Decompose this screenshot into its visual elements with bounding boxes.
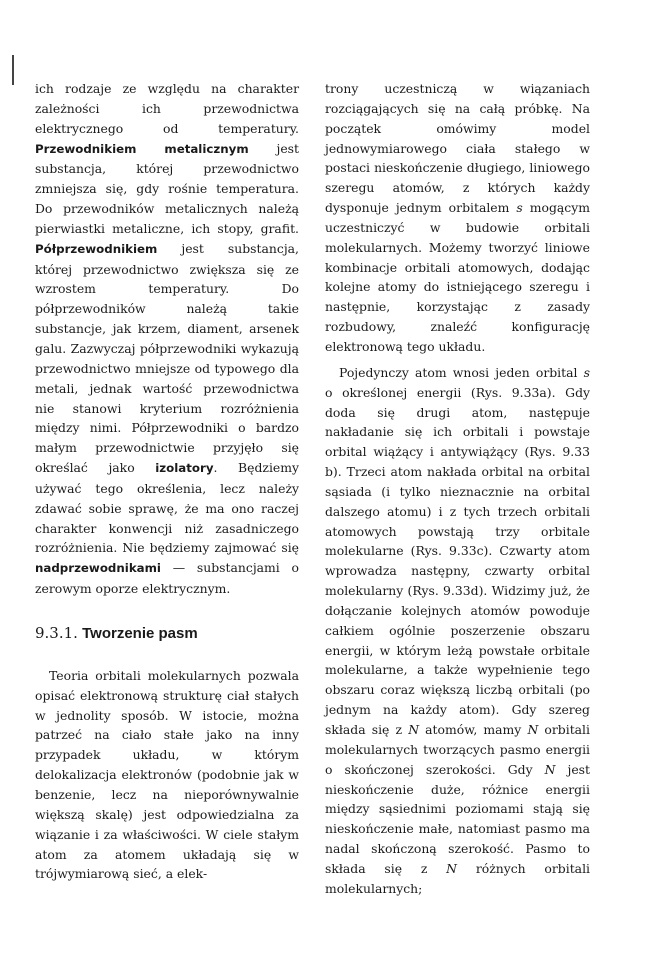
text-run: trony uczestniczą w wiązaniach rozciągających się na całą próbkę. Na początek omówimy model jednowymiarowego ciała stałego w postaci nieskończenie długiego, liniowego szeregu atomów, z których każdy dysponuje jednym orbitalem	[325, 81, 590, 216]
text-run: różnych orbitali molekularnych;	[325, 860, 590, 896]
text-run: — substancjami o zerowym oporze elektrycznym.	[35, 560, 299, 597]
paragraph-1d-model	[325, 79, 590, 357]
paragraph-conductors	[35, 79, 299, 599]
math-symbol: N	[408, 722, 420, 737]
math-symbol: N	[446, 860, 458, 876]
text-run: mogącym uczestniczyć w budowie orbitali molekularnych. Możemy tworzyć liniowe kombinacje orbitali atomowych, dodając kolejne atomy do istniejącego szeregu i następnie, korzystając z zasady rozbudowy, znaleźć konfigurację elektronową tego układu.	[325, 200, 590, 354]
left-column	[35, 79, 299, 884]
key-term: Półprzewodnikiem	[35, 241, 158, 256]
text-run: ich rodzaje ze względu na charakter zależności ich przewodnictwa elektrycznego od temperatury.	[35, 81, 299, 136]
math-symbol: N	[544, 761, 556, 777]
text-run: jest substancja, której przewodnictwo zwiększa się ze wzrostem temperatury. Do półprzewodników należą takie substancje, jak krzem, diament, arsenek galu. Zazwyczaj półprzewodniki wykazują przewodnictwo mniejsze od typowego dla metali, jednak wartość przewodnictwa nie stanowi kryterium rozróżnienia między nimi. Półprzewodniki o bardzo małym przewodnictwie przyjęło się określać jako	[35, 240, 299, 476]
section-number: 9.3.1.	[35, 623, 78, 642]
key-term: nadprzewodnikami	[35, 561, 161, 576]
margin-rule	[12, 55, 14, 85]
math-symbol: s	[583, 364, 590, 380]
text-run: Pojedynczy atom wnosi jeden orbital	[339, 364, 584, 380]
text-run: atomów, mamy	[419, 722, 528, 737]
section-heading	[35, 623, 299, 644]
text-run: . Będziemy używać tego określenia, lecz należy zdawać sobie sprawę, że ma ono raczej charakter konwencji niż zasadniczego rozróżnienia. Nie będziemy zajmować się	[35, 460, 299, 556]
paragraph-band-formation	[325, 363, 590, 899]
math-symbol: N	[527, 722, 539, 737]
key-term: izolatory	[155, 461, 214, 476]
section-title: Tworzenie pasm	[82, 624, 198, 642]
key-term: Przewodnikiem metalicznym	[35, 141, 249, 156]
text-run: jest substancja, której przewodnictwo zmniejsza się, gdy rośnie temperatura. Do przewodników metalicznych należą pierwiastki metaliczne, ich stopy, grafit.	[35, 140, 299, 236]
math-symbol: s	[516, 200, 523, 216]
text-run: orbitali molekularnych tworzących pasmo energii o skończonej szerokości. Gdy	[325, 722, 590, 777]
right-column	[325, 79, 590, 899]
paragraph-band-intro: Teoria orbitali molekularnych pozwala opisać elektronową strukturę ciał stałych w jednolity sposób. W istocie, można patrzeć na ciało stałe jako na inny przypadek układu, w którym delokalizacja elektronów (podobnie jak w benzenie, lecz na nieporównywalnie większą skalę) jest odpowiedzialna za wiązanie i za właściwości. W ciele stałym atom za atomem układają się w trójwymiarową sieć, a elek-	[35, 667, 299, 882]
text-run: o określonej energii (Rys. 9.33a). Gdy doda się drugi atom, następuje nakładanie się ich orbitali i powstaje orbital wiążący i antywiążący (Rys. 9.33 b). Trzeci atom nakłada orbital na orbital sąsiada (i tylko nieznacznie na orbital dalszego atomu) i z tych trzech orbitali atomowych powstają trzy orbitale molekularne (Rys. 9.33c). Czwarty atom wprowadza następny, czwarty orbital molekularny (Rys. 9.33d). Widzimy już, że dołączanie kolejnych atomów powoduje całkiem ogólnie poszerzenie obszaru energii, w którym leżą powstałe orbitale molekularne, a także wypełnienie tego obszaru coraz większą liczbą orbitali (po jednym na każdy atom). Gdy szereg składa się z	[325, 384, 590, 737]
text-run: jest nieskończenie duże, różnice energii między sąsiednimi poziomami stają się nieskończenie małe, natomiast pasmo ma nadal skończoną szerokość. Pasmo to składa się z	[325, 761, 591, 876]
